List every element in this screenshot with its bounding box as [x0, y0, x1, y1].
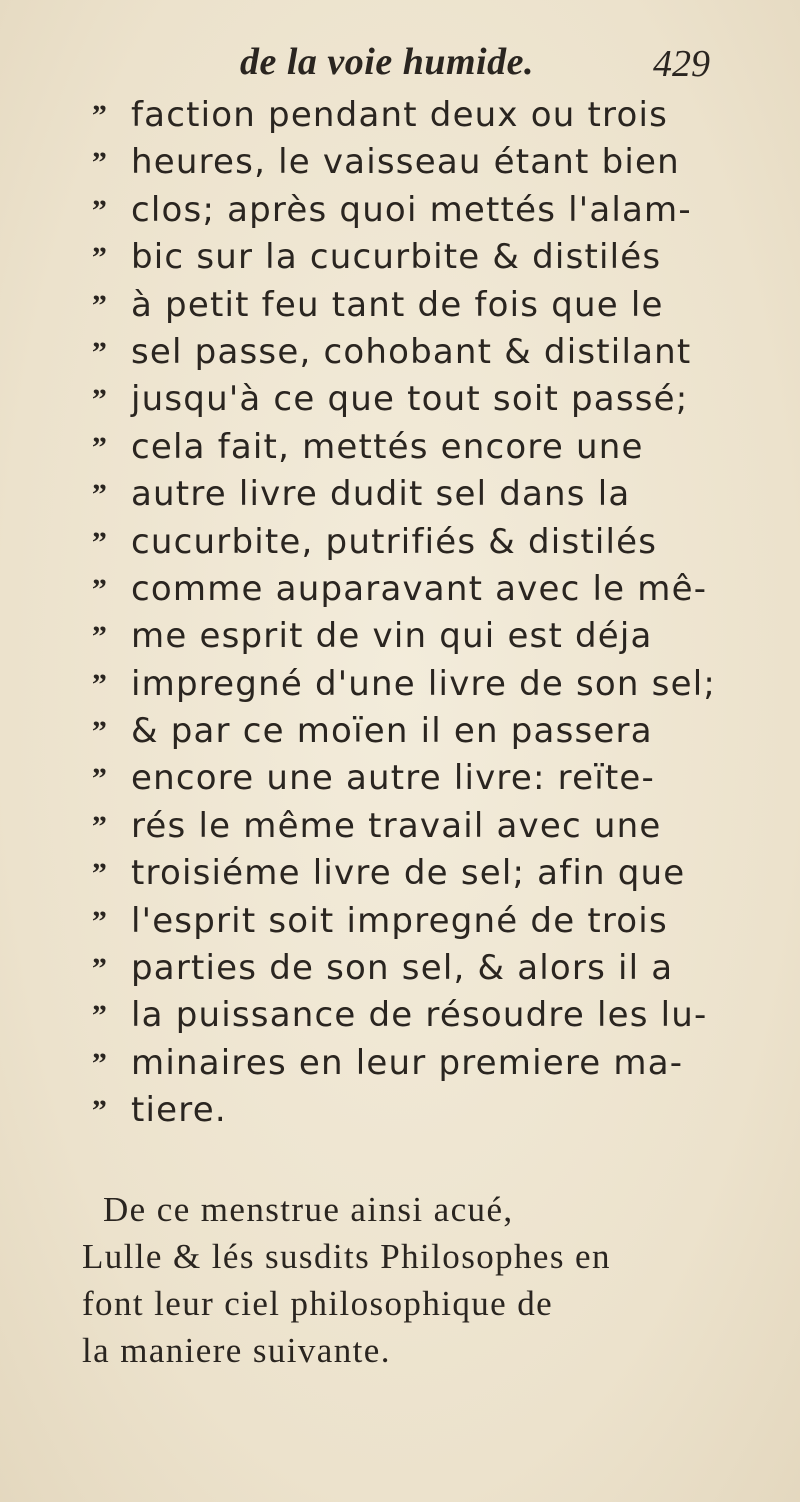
page-header — [240, 40, 710, 90]
line-text: heures, le vaisseau étant bien — [131, 142, 680, 183]
line-text: à petit feu tant de fois que le — [131, 284, 664, 325]
text-line — [91, 376, 720, 423]
line-text: me esprit de vin qui est déja — [131, 616, 653, 657]
paragraph-line: Lulle & lés susdits Philosophes en — [82, 1237, 611, 1276]
text-line — [91, 613, 720, 660]
quotation-mark: ” — [91, 241, 109, 275]
line-text: sel passe, cohobant & distilant — [131, 331, 692, 372]
text-line — [91, 234, 720, 281]
line-text: clos; après quoi mettés l'alam- — [131, 189, 692, 230]
quotation-mark: ” — [91, 999, 109, 1033]
text-line — [91, 992, 720, 1039]
quotation-mark: ” — [91, 762, 109, 796]
text-line — [91, 1040, 720, 1087]
line-text: rés le même travail avec une — [131, 805, 662, 846]
quotation-mark: ” — [91, 1046, 109, 1080]
line-text: comme auparavant avec le mê- — [131, 568, 708, 609]
quotation-mark: ” — [91, 715, 109, 749]
quotation-mark: ” — [91, 525, 109, 559]
text-line — [91, 803, 720, 850]
quoted-passage — [91, 92, 720, 1135]
quotation-mark: ” — [91, 146, 109, 180]
text-line — [91, 755, 720, 802]
line-text: impregné d'une livre de son sel; — [131, 663, 716, 704]
quotation-mark: ” — [91, 809, 109, 843]
line-text: l'esprit soit impregné de trois — [131, 900, 668, 941]
paragraph-line: De ce menstrue ainsi acué, — [103, 1190, 514, 1229]
closing-paragraph — [82, 1186, 732, 1374]
paragraph-line: font leur ciel philosophique de — [82, 1284, 554, 1323]
text-line — [91, 471, 720, 518]
quotation-mark: ” — [91, 99, 109, 132]
quotation-mark: ” — [91, 572, 109, 606]
line-text: parties de son sel, & alors il a — [131, 948, 674, 989]
text-line — [91, 92, 720, 139]
text-line — [91, 1087, 720, 1134]
line-text: jusqu'à ce que tout soit passé; — [131, 379, 689, 420]
text-line — [91, 898, 720, 945]
quotation-mark: ” — [91, 620, 109, 654]
text-line — [91, 329, 720, 376]
quotation-mark: ” — [91, 952, 109, 986]
text-line — [91, 566, 720, 613]
paragraph-line: la maniere suivante. — [82, 1331, 391, 1370]
quotation-mark: ” — [91, 193, 109, 227]
quotation-mark: ” — [91, 288, 109, 322]
quotation-mark: ” — [91, 335, 109, 369]
line-text: autre livre dudit sel dans la — [131, 474, 631, 515]
quotation-mark: ” — [91, 430, 109, 464]
line-text: bic sur la cucurbite & distilés — [131, 237, 662, 278]
text-line — [91, 424, 720, 471]
line-text: & par ce moïen il en passera — [131, 711, 653, 752]
quotation-mark: ” — [91, 667, 109, 701]
running-head: de la voie humide. — [240, 41, 534, 83]
text-line — [91, 945, 720, 992]
line-text: tiere. — [131, 1090, 227, 1131]
line-text: faction pendant deux ou trois — [131, 95, 669, 135]
line-text: la puissance de résoudre les lu- — [131, 995, 708, 1036]
page-number: 429 — [653, 43, 710, 85]
text-line — [91, 661, 720, 708]
text-line — [91, 708, 720, 755]
text-line — [91, 187, 720, 234]
text-line — [91, 519, 720, 566]
line-text: cela fait, mettés encore une — [131, 426, 644, 467]
line-text: minaires en leur premiere ma- — [131, 1042, 684, 1083]
quotation-mark: ” — [91, 1094, 109, 1128]
line-text: cucurbite, putrifiés & distilés — [131, 521, 658, 562]
text-line — [91, 282, 720, 329]
quotation-mark: ” — [91, 904, 109, 938]
quotation-mark: ” — [91, 857, 109, 891]
text-line — [91, 850, 720, 897]
line-text: encore une autre livre: reïte- — [131, 758, 655, 799]
text-line — [91, 139, 720, 186]
line-text: troisiéme livre de sel; afin que — [131, 853, 686, 894]
quotation-mark: ” — [91, 478, 109, 512]
quotation-mark: ” — [91, 383, 109, 417]
